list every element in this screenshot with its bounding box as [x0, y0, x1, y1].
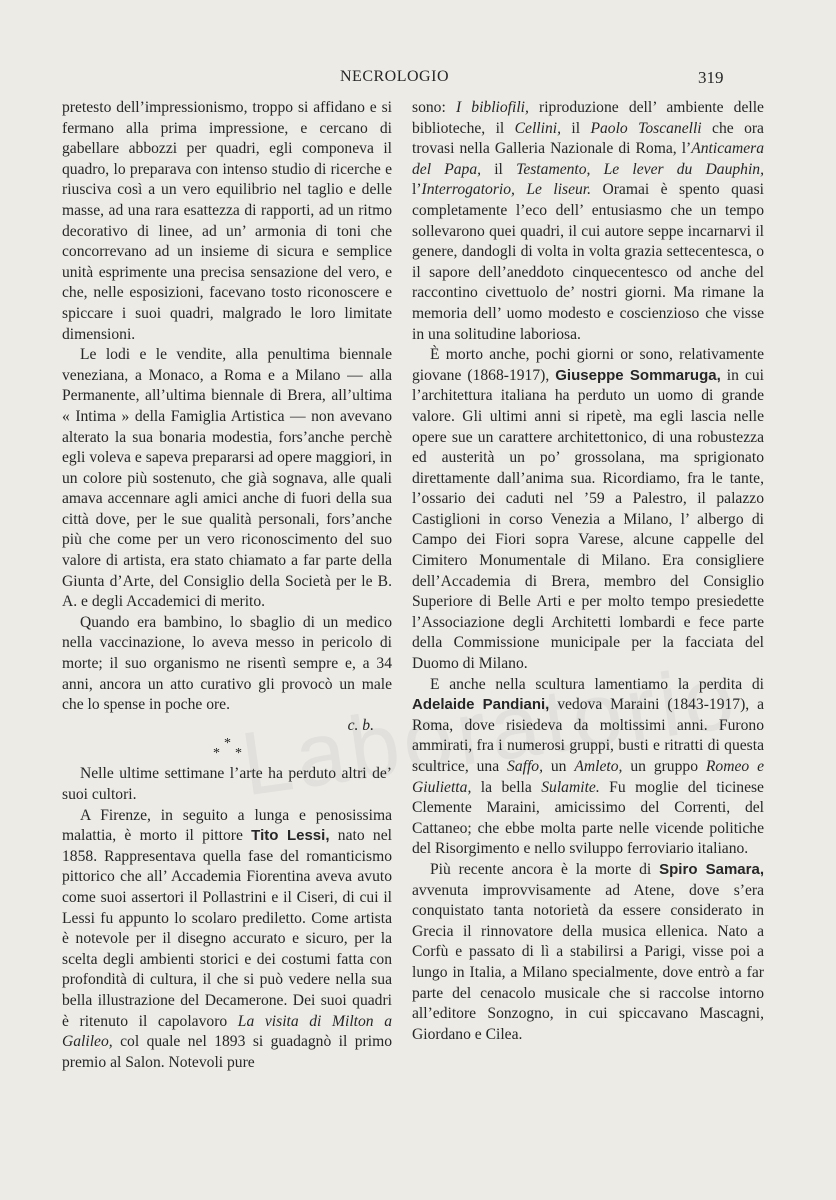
artwork-title: Anticamera del Papa,: [412, 140, 764, 178]
text-run: avvenuta improvvisamente ad Atene, dove s’era conquistato tanta notorietà da essere considerato in Grecia il rinnovatore della musica ellenica. Nato a Corfù e passato di lì a stabilirsi a Parigi, visse poi a lungo in Italia, a Milano specialmente, dove entrò a far parte del cenacolo musicale che si raccolse intorno all’editore Sonzogno, in cui spiccavano Mascagni, Giordano e Cilea.: [412, 881, 764, 1043]
text-run: riproduzione dell’ ambiente delle biblioteche, il: [412, 99, 764, 137]
signature: c. b.: [347, 716, 374, 734]
artwork-title: Romeo e Giulietta,: [412, 758, 765, 796]
running-head: NECROLOGIO: [340, 68, 449, 85]
text-run: nato nel 1858. Rappresentava quella fase del romanticismo pittorico che all’ Accademia Fiorentina aveva avuto come suoi assertori il Pollastrini e il Ciseri, di cui il Lessi fu appunto lo scolaro prediletto. Come artista è notevole per il disegno accurato e sicuro, per la scelta degli ambienti storici e dei costumi fatta con profondità di cultura, il che si può vedere nella sua bella illustrazione del Decamerone. Dei suoi quadri è ritenuto il capolavoro: [62, 827, 392, 1030]
text-run: il: [481, 160, 517, 178]
asterism-divider: [62, 736, 392, 764]
person-name: Giuseppe Sommaruga,: [555, 366, 721, 384]
right-column: [412, 98, 764, 1045]
artwork-title: Sulamite.: [541, 778, 600, 796]
text-run: un: [542, 758, 575, 775]
artwork-title: I bibliofili,: [455, 99, 529, 116]
asterism-star: *: [224, 736, 231, 752]
text-run: l’: [412, 181, 422, 199]
paragraph-sommaruga: [412, 345, 764, 675]
paragraph: Quando era bambino, lo sbaglio di un medico nella vaccinazione, lo aveva messo in pericolo di morte; il suo organismo ne risentì sempre e, a 34 anni, ancora un atto curativo gli provocò un male che lo spense in poche ore.: [62, 613, 392, 714]
person-name: Tito Lessi,: [251, 827, 330, 845]
text-run: un gruppo: [622, 758, 706, 775]
paragraph: pretesto dell’impressionismo, troppo si affidano e si fermano alla prima impressione, e cercano di gabellare abbozzi per quadri, egli componeva il quadro, lo preparava con intenso studio di ricerche e riusciva così a un vero equilibrio nel taglio e delle masse, ad una rara esattezza di rapporti, ad un ritmo decorativo di linee, ad un’ armonia di toni che concorrevano ad un insieme di sicura e semplice unità esprimente una precisa sensazione del vero, e che, nelle esposizioni, facevano tosto riconoscere e spiccare i suoi quadri, malgrado le loro limitate dimensioni.: [62, 99, 392, 343]
page-number: 319: [698, 68, 724, 87]
paragraph: Le lodi e le vendite, alla penultima biennale veneziana, a Monaco, a Roma e a Milano — alla Permanente, all’ultima biennale di Brera, all’ultima « Intima » della Famiglia Artistica — non avevano alterato la sua bonaria modestia, fors’anche perchè egli voleva e sapeva prepararsi ad opere maggiori, in un colore più sostenuto, che già sognava, alle quali amava accennare agli amici anche di fuori della sua città dove, per le sue qualità personali, fors’anche più che come per un vero riconoscimento del suo valore di artista, era stato chiamato a far parte della Giunta d’Arte, del Consiglio della Società per le B. A. e degli Accademici di merito.: [62, 346, 392, 611]
paragraph-pandiani: [412, 675, 764, 860]
artwork-title: Saffo,: [507, 758, 543, 775]
person-name: Spiro Samara,: [659, 860, 764, 878]
paragraph: Nelle ultime settimane l’arte ha perduto altri de’ suoi cultori.: [62, 765, 392, 803]
text-run: Più recente ancora è la morte di: [430, 860, 660, 878]
paragraph-samara: [412, 860, 764, 1045]
page-header: [0, 0, 836, 90]
left-column: [62, 98, 392, 1073]
text-run: la bella: [471, 778, 542, 796]
artwork-title: Amleto,: [574, 758, 623, 775]
artwork-title: Paolo Toscanelli: [590, 119, 702, 137]
text-run: il: [561, 119, 591, 137]
text-run: Oramai è spento quasi completamente l’eco dell’ entusiasmo che un tempo sollevarono quei quadri, il cui autore seppe incarnarvi il genere, dandogli di volta in volta grazia settecentesca, o il sapore dell’aneddoto cinquecentesco od anche del raccontino civettuolo de’ nostri giorni. Ma rimane la memoria dell’ uomo modesto e coscienzioso che visse in una solitudine laboriosa.: [412, 181, 765, 343]
asterism-star: *: [213, 746, 220, 762]
artwork-title: Interrogatorio, Le liseur.: [421, 181, 592, 199]
text-run: che ora trovasi nella Galleria Nazionale di Roma, l’: [412, 119, 764, 158]
person-name: Adelaide Pandiani,: [412, 696, 550, 714]
paragraph-tito-lessi: [62, 806, 392, 1074]
artwork-title: La visita di Milton a Galileo,: [62, 1012, 392, 1051]
artwork-title: Testamento, Le lever du Dauphin,: [516, 160, 764, 178]
text-run: E anche nella scultura lamentiamo la perdita di: [430, 675, 764, 693]
asterism-star: *: [235, 746, 242, 762]
artwork-title: Cellini,: [514, 119, 561, 137]
text-run: sono:: [412, 99, 456, 116]
text-run: Fu moglie del ticinese Clemente Maraini, amicissimo del Correnti, del Cattaneo; che ebbe molta parte nelle vicende politiche del Risorgimento e nello sviluppo ferroviario italiano.: [412, 778, 764, 858]
text-run: A Firenze, in seguito a lunga e penosissima malattia, è morto il pittore: [62, 806, 392, 845]
text-run: È morto anche, pochi giorni or sono, relativamente giovane (1868-1917),: [412, 346, 764, 384]
text-run: vedova Maraini (1843-1917), a Roma, dove risiedeva da moltissimi anni. Furono ammirati, fra i numerosi gruppi, busti e ritratti di questa scultrice, una: [412, 696, 764, 775]
text-run: col quale nel 1893 si guadagnò il primo premio al Salon. Notevoli pure: [62, 1033, 392, 1071]
paragraph: [412, 98, 764, 345]
text-run: in cui l’architettura italiana ha perduto un uomo di grande valore. Gli ultimi anni si ripetè, ma egli lascia nelle opere sue un carattere architettonico, di una robustezza ed austerità un po’ grossolana, ma sprigionato direttamente dall’anima sua. Ricordiamo, fra le tante, l’ossario dei caduti nel ’59 a Palestro, il palazzo Castiglioni in corso Venezia a Milano, l’ albergo di Campo dei Fiori sopra Varese, alcune cappelle del Cimitero Monumentale di Milano. Era consigliere dell’Accademia di Brera, membro del Consiglio Superiore di Belle Arti e per molto tempo presiedette l’Associazione degli Architetti lombardi e fece parte della Commissione municipale per la facciata del Duomo di Milano.: [412, 366, 764, 673]
